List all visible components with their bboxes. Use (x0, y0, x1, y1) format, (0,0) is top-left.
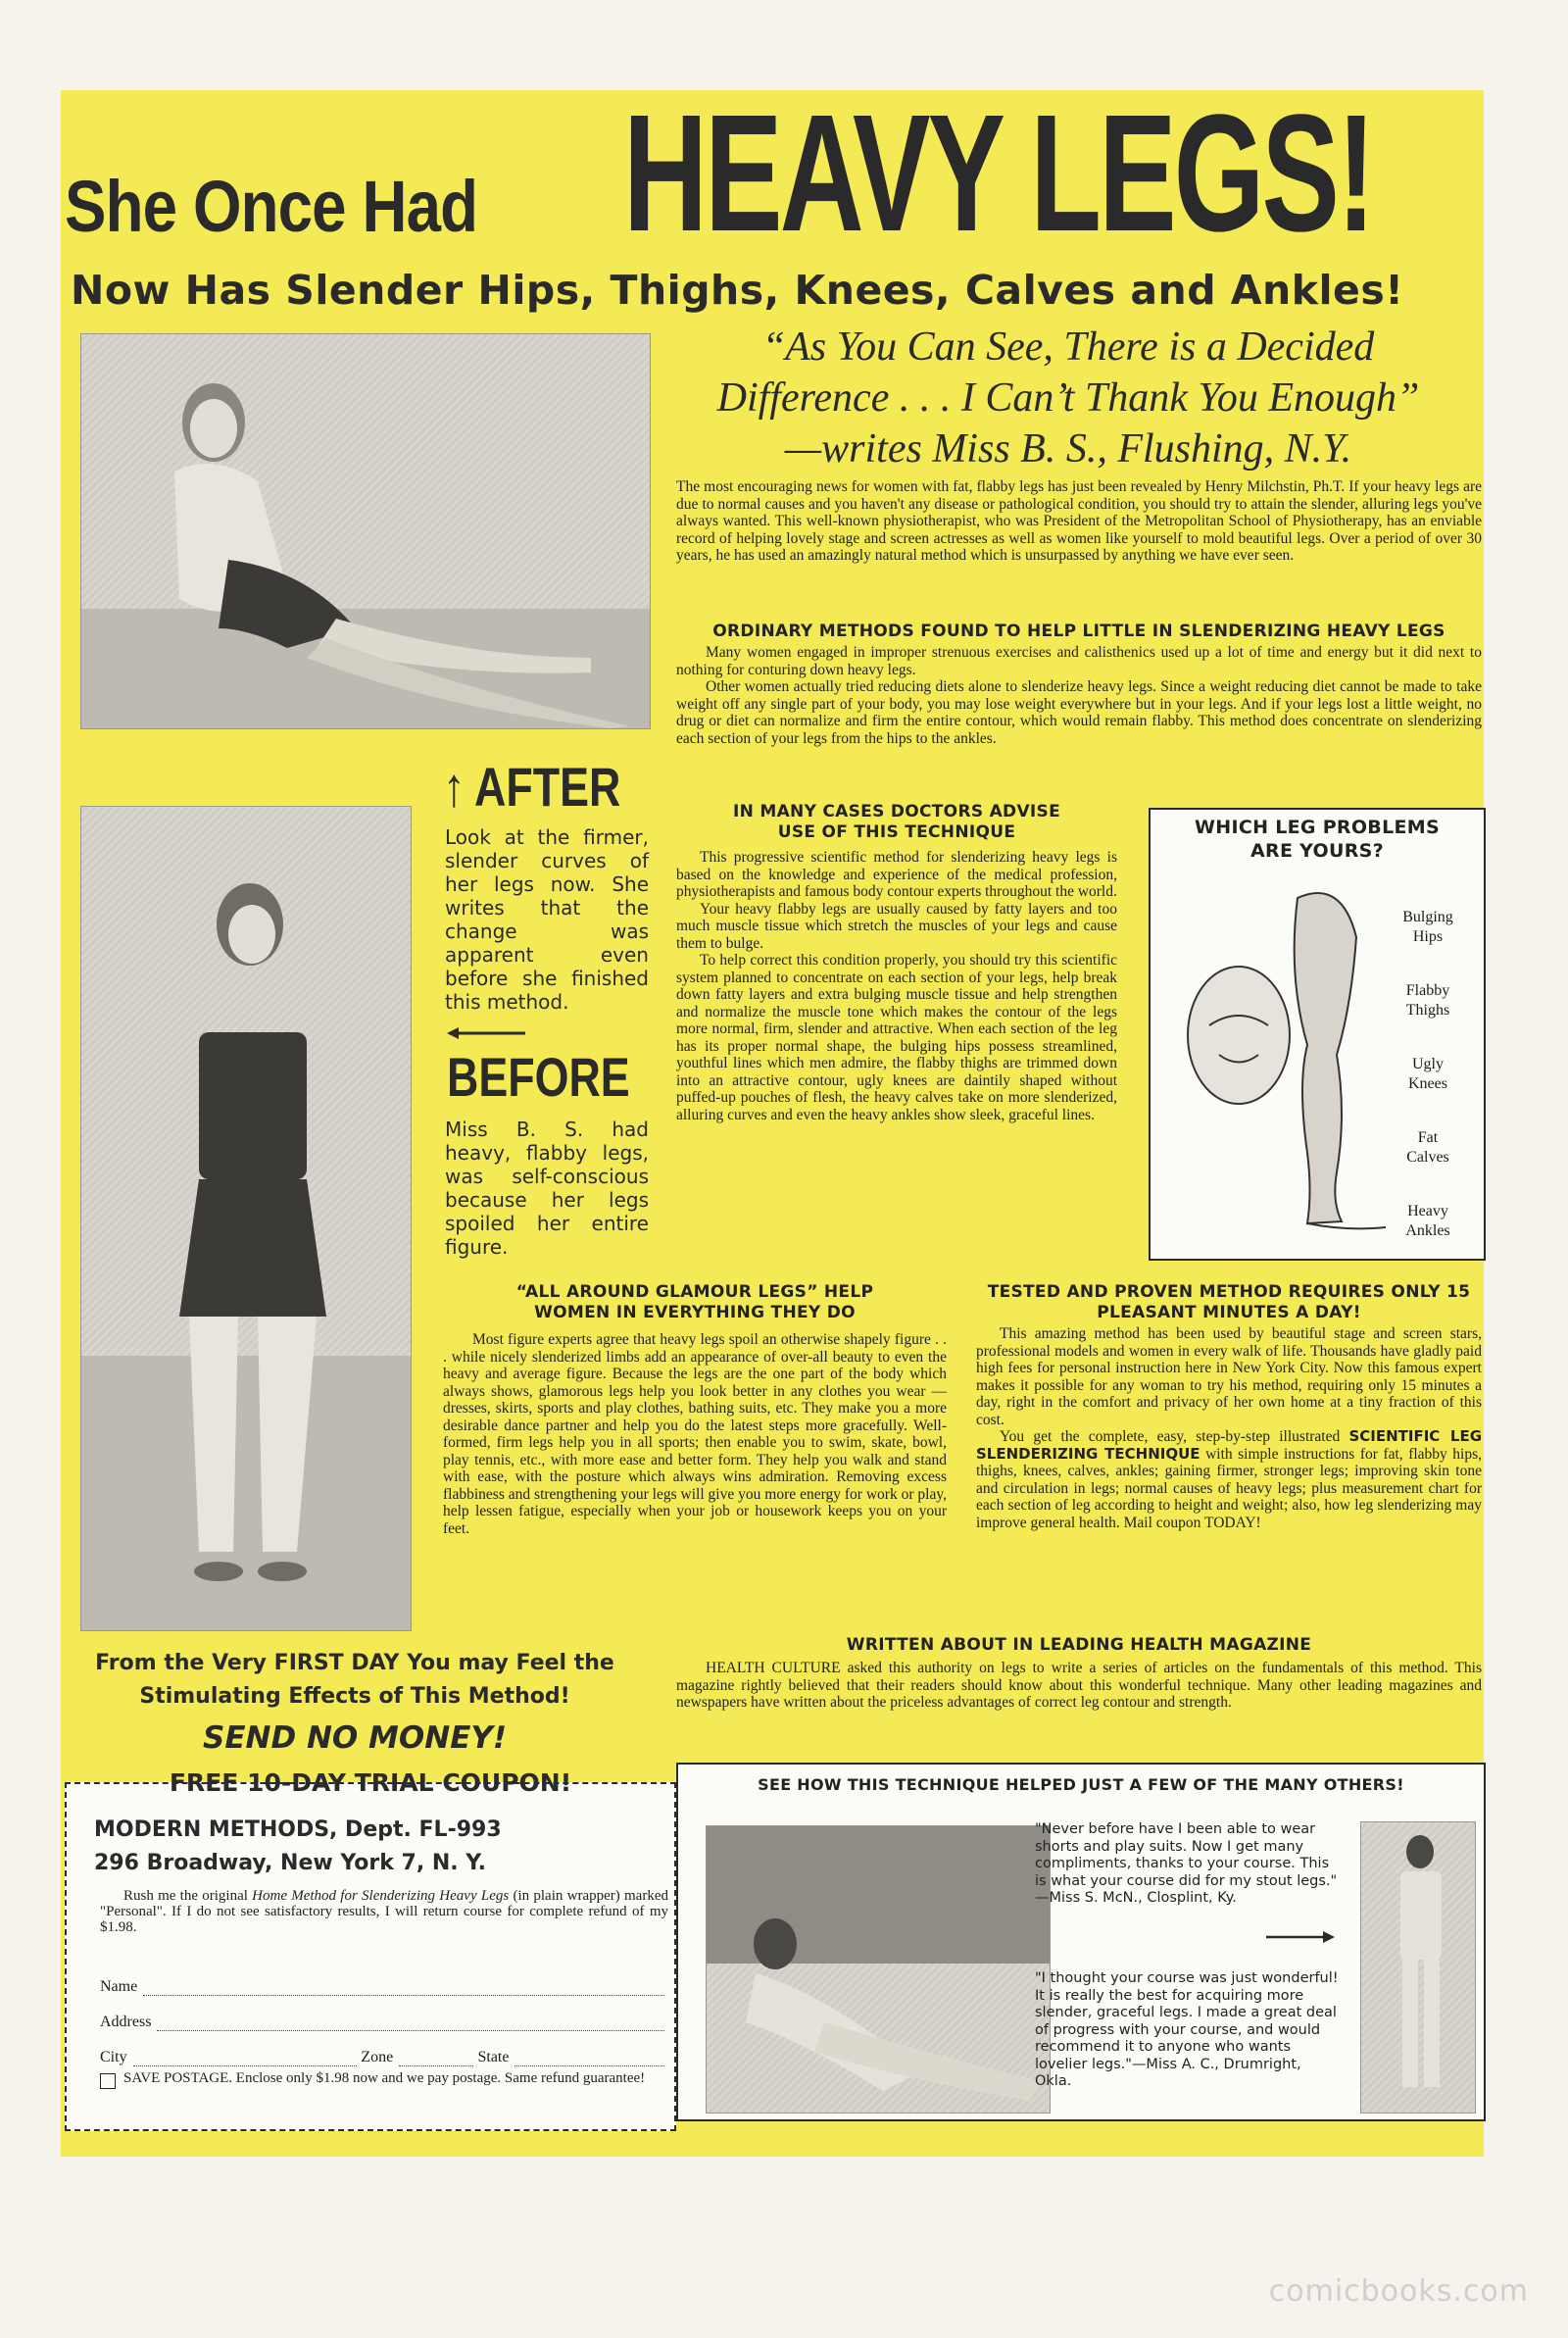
before-text: Miss B. S. had heavy, flabby legs, was self-conscious because her legs spoiled her entire figure. (445, 1118, 649, 1259)
coupon-city-label: City (100, 2049, 127, 2065)
coupon-name-line[interactable] (143, 1995, 664, 1996)
coupon-body-title: Home Method for Slenderizing Heavy Legs (252, 1888, 510, 1904)
others-photo-2 (1360, 1821, 1476, 2114)
problem-item (1376, 1055, 1480, 1128)
coupon-company: MODERN METHODS, Dept. FL-993 (94, 1817, 502, 1842)
promo-line-1: From the Very FIRST DAY You may Feel the (95, 1651, 614, 1675)
leg-problems-heading: WHICH LEG PROBLEMS ARE YOURS? (1195, 817, 1440, 862)
promo-block (61, 1647, 649, 1763)
coupon-body-b: (in plain wrapper) marked "Personal". If I do not see satisfactory results, I will return course for complete refund of my $1.98. (100, 1888, 668, 1935)
coupon-address-line[interactable] (157, 2030, 664, 2031)
others-arrow-icon (1266, 1929, 1335, 1945)
section-doctors-p3: To help correct this condition properly, you should try this scientific system planned to concentrate on each section of your legs, help break down fatty layers and extra bulging muscle tissue and help strengthen and normalize the muscle tone which makes the contour of the legs more normal, firm, slender and attractive. When each section of the leg has its proper normal shape, the bulging hips possess streamlined, youthful lines which men admire, the flabby thighs are trimmed down into an attractive contour, ugly knees are daintily shaped without puffed-up pouches of flesh, the heavy calves take on more slenderized, alluring curves and even the heavy ankles show sleek, graceful lines. (676, 952, 1117, 1123)
send-no-money: SEND NO MONEY! (203, 1720, 507, 1756)
problem-item-line: Knees (1408, 1075, 1447, 1092)
coupon-title: FREE 10-DAY TRIAL COUPON! (169, 1768, 572, 1797)
problem-item (1376, 1128, 1480, 1202)
problem-item-line: Bulging (1402, 909, 1453, 925)
coupon-name-label: Name (100, 1978, 138, 1995)
headline-prefix: She Once Had (65, 166, 478, 247)
after-photo-figure (81, 334, 650, 728)
others-testimonial-2: "I thought your course was just wonderful! It is really the best for acquiring more slender, graceful legs. I made a great deal of progress with your course, and would recommend it to anyone who wants lovelier legs."—Miss A. C., Drumright, Okla. (1035, 1970, 1339, 2089)
coupon-name-field[interactable] (100, 1976, 664, 1996)
section-glamour (443, 1282, 947, 1537)
section-glamour-p1: Most figure experts agree that heavy legs spoil an otherwise shapely figure . . . while nicely slenderized limbs add an appearance of over-all beauty to even the heavy and average figure. Because the legs are the one part of the body which always shows, glamorous legs help you look better in any clothes you wear — dresses, skirts, sports and play clothes, bathing suits, etc. They make you a more desirable dance partner and help you do the latest steps more gracefully. Well-formed, firm legs help you in all sports; then enable you to swim, skate, bowl, play tennis, etc., with more ease and better form. They help you walk and stand with ease, with the posture which always wins admiration. Removing excess flabbiness and strengthening your legs will give you more energy for work or play, help lessen fatigue, especially when your job or housework keeps you on your feet. (443, 1331, 947, 1537)
problem-item-line: Heavy (1407, 1203, 1448, 1219)
before-label: BEFORE (447, 1046, 630, 1108)
others-photo-2-figure (1361, 1822, 1475, 2113)
section-tested-p1: This amazing method has been used by beautiful stage and screen stars, professional models and women in every walk of life. Thousands have gladly paid high fees for personal instruction here in New York City. Now this famous expert makes it possible for any woman to try his method, requiring only 15 minutes a day, right in the comfort and privacy of her own home at a tiny fraction of this cost. (976, 1325, 1482, 1428)
problem-item-line: Ankles (1405, 1222, 1450, 1239)
section-tested-p2c: with simple instructions for fat, flabby hips, thighs, knees, calves, ankles; gaining firmer, stronger legs; improving skin tone and circulation in legs; normal causes of heavy legs; plus measurement chart for each section of leg according to height and weight; also, how leg slenderizing may improve general health. Mail coupon TODAY! (976, 1445, 1483, 1531)
quote-line-3: —writes Miss B. S., Flushing, N.Y. (784, 426, 1352, 472)
after-text: Look at the firmer, slender curves of her legs now. She writes that the change was apparent even before she finished this method. (445, 825, 649, 1014)
section-ordinary-p1: Many women engaged in improper strenuous exercises and calisthenics used up a lot of time and energy but it did next to nothing for conturing down heavy legs. (676, 644, 1482, 678)
section-tested-p2a: You get the complete, easy, step-by-step illustrated (1000, 1428, 1341, 1445)
problem-item (1376, 908, 1480, 981)
after-photo (80, 333, 651, 729)
subheadline: Now Has Slender Hips, Thighs, Knees, Calves and Ankles! (71, 267, 1404, 314)
postage-checkbox[interactable] (100, 2073, 116, 2089)
after-label-text: AFTER (474, 756, 621, 818)
problem-item-line: Thighs (1405, 1002, 1450, 1019)
others-testimonial-1: "Never before have I been able to wear shorts and play suits. Now I get many compliments, thanks to your course. This is what your course did for my stout legs." —Miss S. McN., Closplint, Ky. (1035, 1821, 1338, 1906)
trial-coupon[interactable] (65, 1768, 676, 2131)
coupon-address-label: Address (100, 2014, 152, 2030)
coupon-address: 296 Broadway, New York 7, N. Y. (94, 1851, 486, 1875)
others-photo-1 (706, 1825, 1051, 2114)
problem-item (1376, 981, 1480, 1055)
postage-text: SAVE POSTAGE. Enclose only $1.98 now and we pay postage. Same refund guarantee! (123, 2070, 646, 2086)
coupon-body-a: Rush me the original (123, 1888, 253, 1904)
section-doctors-heading: IN MANY CASES DOCTORS ADVISE USE OF THIS TECHNIQUE (733, 802, 1060, 842)
others-photo-1-figure (707, 1826, 1050, 2113)
others-heading: SEE HOW THIS TECHNIQUE HELPED JUST A FEW OF THE MANY OTHERS! (758, 1775, 1404, 1794)
section-doctors-p1: This progressive scientific method for slenderizing heavy legs is based on the knowledge and experience of the medical profession, physiotherapists and famous body contour experts throughout the world. (676, 849, 1117, 900)
leg-problems-box (1149, 808, 1486, 1261)
section-ordinary-p2: Other women actually tried reducing diets alone to slenderize heavy legs. Since a weight reducing diet cannot be made to take weight off any single part of your body, you may lose weight everywhere but in your legs. And if your legs lost a little weight, no drug or diet can normalize and firm the entire contour, which would remain flabby. This method does concentrate on slenderizing each section of your legs from the hips to the ankles. (676, 678, 1482, 747)
coupon-state-label: State (477, 2049, 510, 2065)
section-magazine (676, 1635, 1482, 1712)
problem-item-line: Calves (1406, 1149, 1449, 1166)
quote-line-2: Difference . . . I Can’t Thank You Enough” (716, 375, 1420, 421)
before-photo-figure (81, 807, 411, 1630)
coupon-postage (100, 2070, 668, 2089)
section-ordinary (676, 622, 1482, 747)
after-arrow-icon: ↑ (443, 756, 466, 818)
testimonial-quote (666, 322, 1470, 474)
problem-item-line: Hips (1412, 928, 1444, 945)
problem-item-line: Fat (1417, 1129, 1439, 1146)
after-label (443, 755, 658, 819)
problem-item-line: Ugly (1412, 1056, 1444, 1072)
problem-item (1376, 1202, 1480, 1275)
others-box (676, 1763, 1486, 2121)
before-arrow-icon (447, 1025, 525, 1041)
coupon-body (100, 1888, 668, 1935)
watermark: comicbooks.com (1268, 2274, 1529, 2309)
section-tested-technique: SCIENTIFIC LEG SLENDERIZING TECHNIQUE (976, 1427, 1483, 1463)
coupon-zone-line[interactable] (399, 2065, 473, 2066)
section-tested (976, 1282, 1482, 1531)
section-doctors (676, 802, 1117, 1123)
coupon-city-field[interactable] (100, 2047, 664, 2066)
coupon-zone-label: Zone (361, 2049, 394, 2065)
coupon-state-line[interactable] (514, 2065, 664, 2066)
section-magazine-p1: HEALTH CULTURE asked this authority on legs to write a series of articles on the fundamentals of this method. This magazine rightly believed that their readers should know about this wonderful technique. Many other leading magazines and newspapers have written about the priceless advantages of correct leg contour and strength. (676, 1660, 1482, 1711)
section-tested-p2 (976, 1428, 1482, 1531)
coupon-city-line[interactable] (133, 2065, 358, 2066)
section-ordinary-heading: ORDINARY METHODS FOUND TO HELP LITTLE IN SLENDERIZING HEAVY LEGS (712, 622, 1446, 641)
section-glamour-heading: “ALL AROUND GLAMOUR LEGS” HELP WOMEN IN EVERYTHING THEY DO (515, 1282, 874, 1322)
intro-paragraph: The most encouraging news for women with fat, flabby legs has just been revealed by Henry Milchstin, Ph.T. If your heavy legs are due to normal causes and you haven't any disease or pathological condition, you should try to attain the slender, alluring legs you've always wanted. This well-known physiotherapist, who was President of the Metropolitan School of Physiotherapy, has an enviable record of helping lovely stage and screen actresses as well as women like yourself to mold beautiful legs. Over a period of over 30 years, he has used an amazingly natural method which is unsurpassed by anything we have ever seen. (676, 478, 1482, 564)
leg-problems-list (1376, 908, 1480, 1275)
section-doctors-p2: Your heavy flabby legs are usually caused by fatty layers and too much muscle tissue which stretch the muscles of your legs and cause them to bulge. (676, 900, 1117, 952)
problem-item-line: Flabby (1405, 982, 1450, 999)
coupon-address-field[interactable] (100, 2012, 664, 2031)
before-photo (80, 806, 412, 1631)
section-tested-heading: TESTED AND PROVEN METHOD REQUIRES ONLY 15 PLEASANT MINUTES A DAY! (987, 1282, 1471, 1322)
promo-line-2: Stimulating Effects of This Method! (139, 1684, 570, 1709)
quote-line-1: “As You Can See, There is a Decided (761, 324, 1375, 370)
headline-main: HEAVY LEGS! (623, 80, 1373, 267)
section-magazine-heading: WRITTEN ABOUT IN LEADING HEALTH MAGAZINE (846, 1635, 1312, 1655)
